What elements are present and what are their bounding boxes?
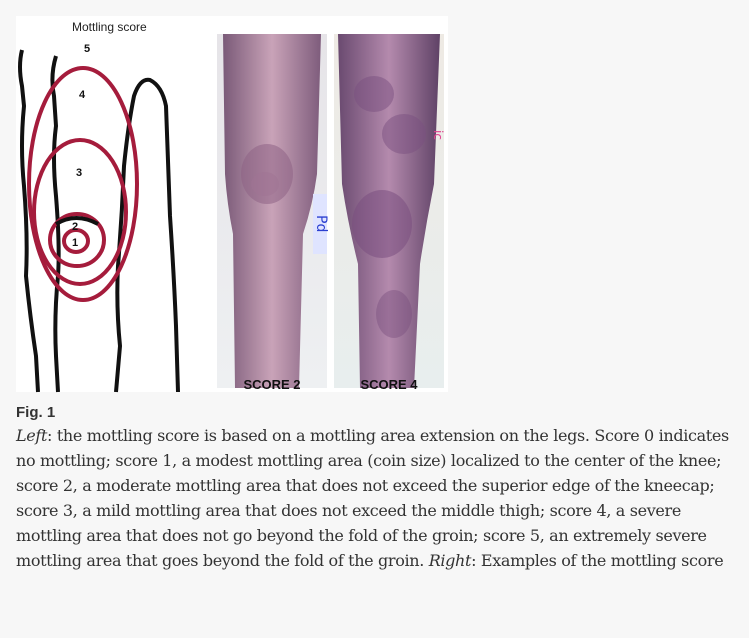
- figure-label: Fig. 1: [16, 404, 56, 421]
- caption-left-word: Left: [16, 426, 48, 445]
- level-1-label: 1: [72, 237, 79, 249]
- score-4-label: SCORE 4: [360, 377, 418, 392]
- level-5-label: 5: [84, 43, 91, 55]
- ring-3: [34, 140, 126, 284]
- level-3-label: 3: [76, 167, 83, 179]
- level-2-label: 2: [72, 221, 79, 233]
- caption-text: [16, 423, 736, 573]
- score-4-photo: [334, 34, 444, 388]
- caption-right-word: Right: [428, 551, 472, 570]
- mottling-score-diagram: [16, 16, 216, 392]
- svg-text:ic: ic: [431, 130, 445, 140]
- score-2-photo: [217, 34, 327, 388]
- diagram-title: Mottling score: [72, 20, 147, 34]
- caption-left-text: : the mottling score is based on a mottling area extension on the legs. Score 0 indicates no mottling; score 1, a modest mottling area (coin size) localized to the center of the knee; score 2, a moderate mottling area that does not exceed the superior edge of the kneecap; score 3, a mild mottling area that does not exceed the middle thigh; score 4, a severe mottling area that does not go beyond the fold of the groin; score 5, an extremely severe mottling area that goes beyond the fold of the groin.: [16, 426, 729, 570]
- figure-caption: [16, 404, 736, 573]
- level-4-label: 4: [79, 89, 86, 101]
- caption-right-text: : Examples of the mottling score: [471, 551, 724, 570]
- score-2-label: SCORE 2: [243, 377, 301, 392]
- svg-text:Pd: Pd: [313, 215, 329, 233]
- figure-image: [16, 16, 448, 392]
